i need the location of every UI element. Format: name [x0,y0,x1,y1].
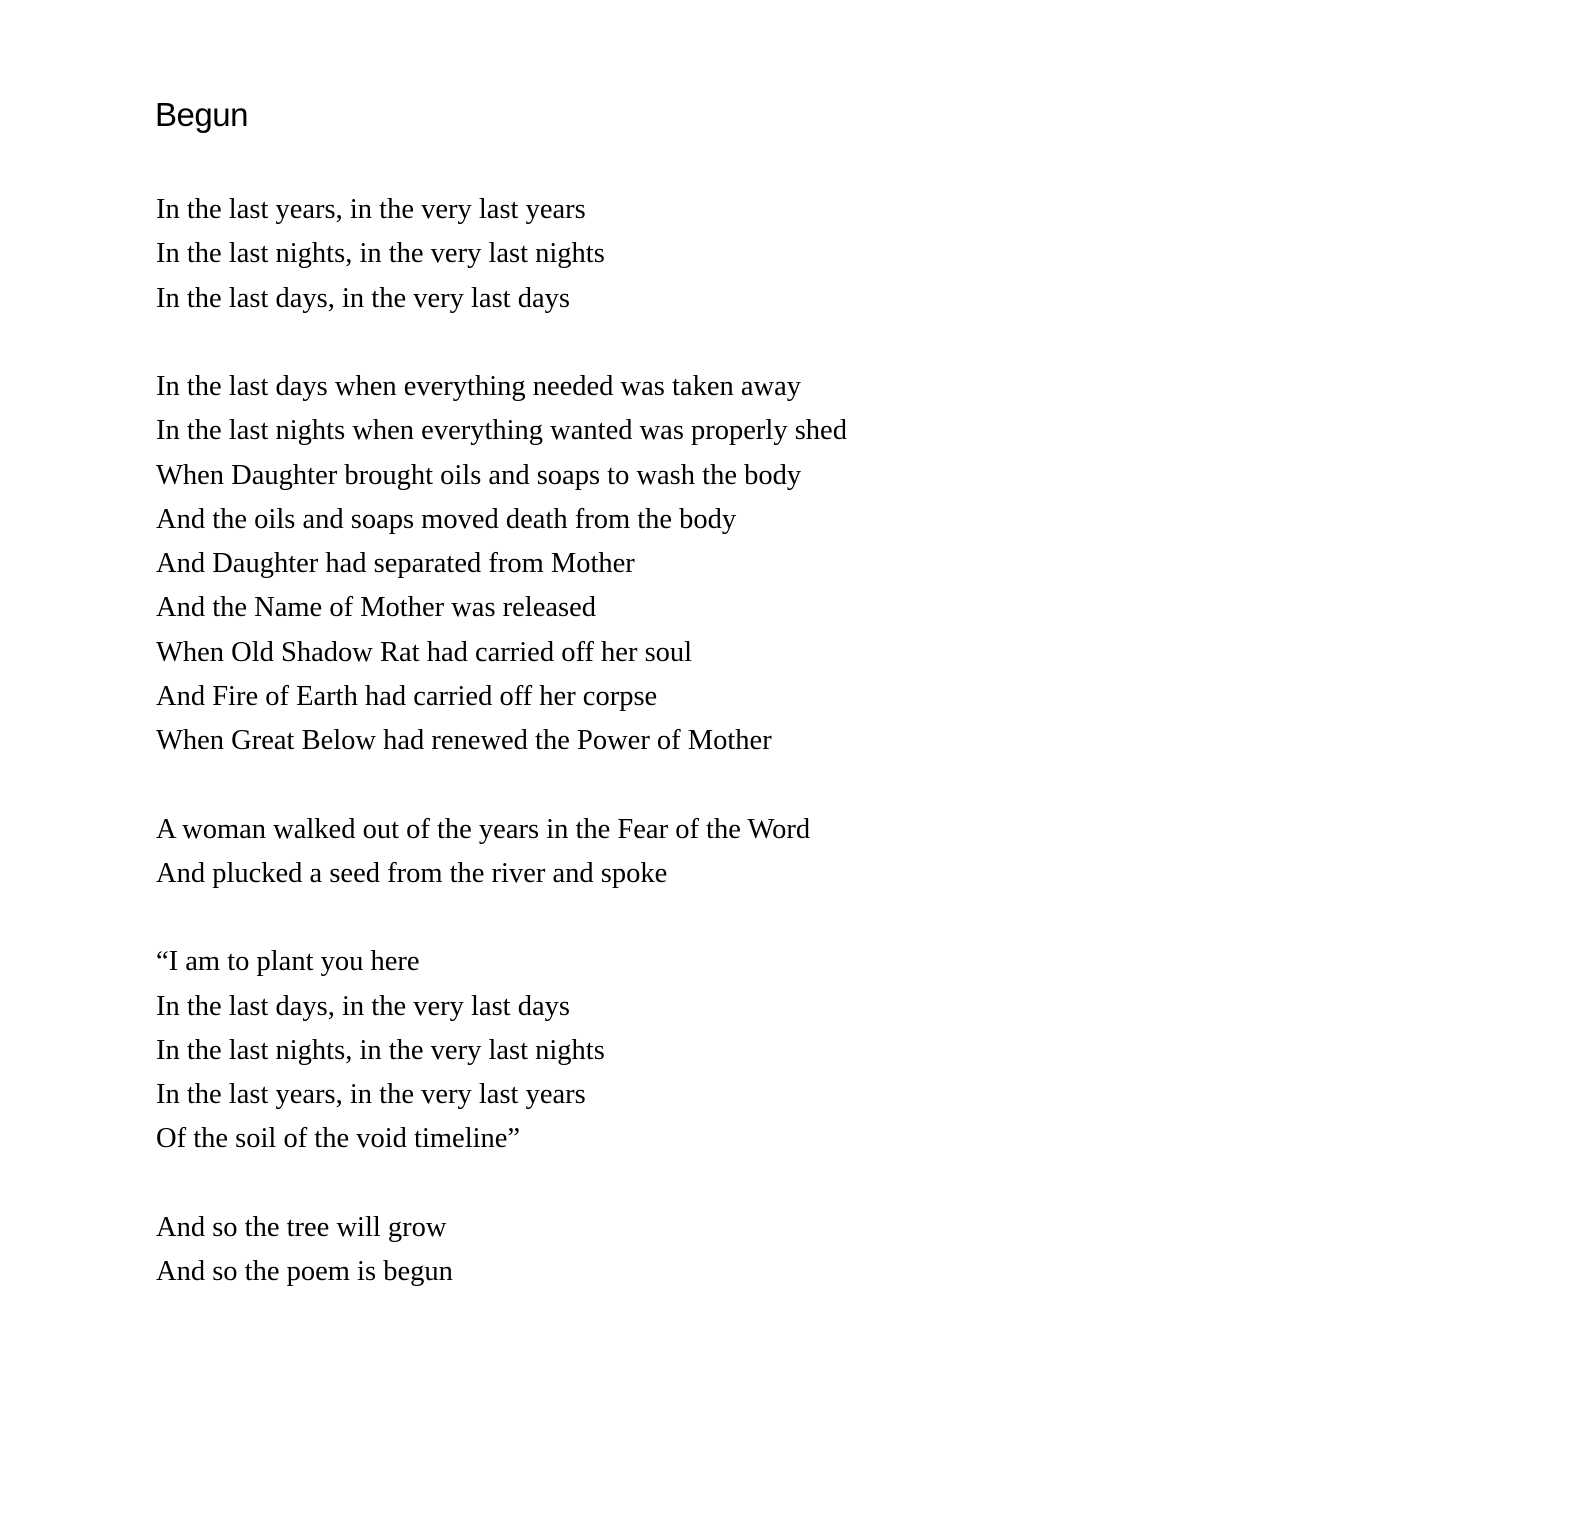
stanza [156,808,847,897]
stanza [156,940,847,1161]
poem-line: In the last days, in the very last days [156,282,570,314]
poem-line: “I am to plant you here [156,946,420,978]
poem-line: In the last nights, in the very last nights [156,238,605,270]
poem-line: In the last nights when everything wanted was properly shed [156,415,847,447]
poem-line: Of the soil of the void timeline” [156,1123,521,1155]
poem-line: When Great Below had renewed the Power of Mother [156,725,772,756]
poem-line: When Old Shadow Rat had carried off her soul [156,636,693,668]
poem-line: And so the tree will grow [156,1211,447,1243]
poem-title: Begun [155,96,248,133]
poem-body [156,188,847,1339]
poem-line: And Daughter had separated from Mother [156,548,635,579]
poem-line: When Daughter brought oils and soaps to wash the body [156,459,802,491]
poem-line: And the oils and soaps moved death from the body [156,503,737,535]
poem-line: And plucked a seed from the river and spoke [156,857,668,889]
stanza [156,188,847,321]
stanza [156,1206,847,1295]
poem-line: In the last years, in the very last years [156,1079,586,1110]
poem-line: In the last years, in the very last years [156,194,586,225]
poem-line: And so the poem is begun [156,1256,453,1287]
poem-line: And the Name of Mother was released [156,592,597,624]
poem-line: In the last days, in the very last days [156,990,570,1022]
poem-line: A woman walked out of the years in the Fear of the Word [156,813,811,845]
stanza [156,365,847,763]
poem-line: And Fire of Earth had carried off her corpse [156,680,658,712]
poem-line: In the last days when everything needed was taken away [156,371,801,402]
poem-line: In the last nights, in the very last nights [156,1034,605,1066]
